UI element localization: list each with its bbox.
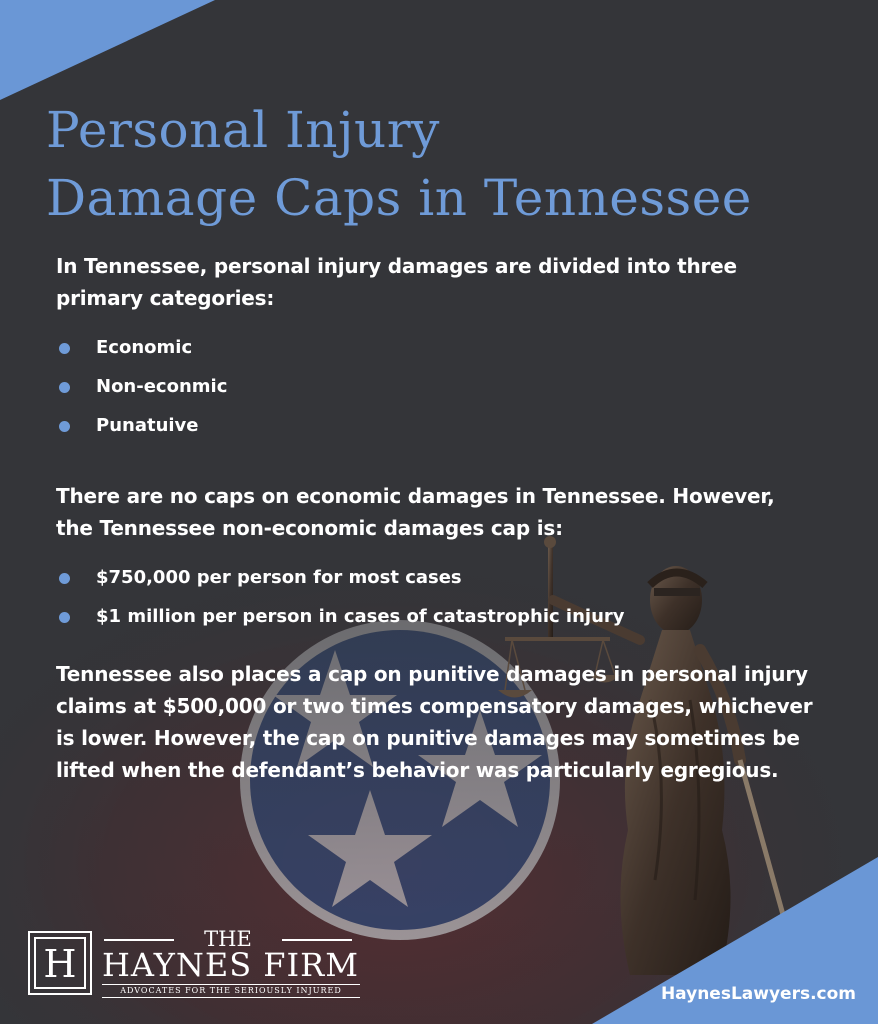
title-line-2: Damage Caps in Tennessee — [46, 169, 752, 227]
caps-list — [56, 558, 816, 636]
logo-firm-name: HAYNES FIRM — [102, 946, 359, 984]
bullet-icon — [59, 421, 70, 432]
page-title — [46, 96, 752, 232]
list-item — [56, 406, 816, 445]
website-link[interactable]: HaynesLawyers.com — [660, 984, 856, 1004]
list-item — [56, 367, 816, 406]
categories-list — [56, 328, 816, 445]
main-content — [56, 250, 816, 786]
logo-the: THE — [204, 927, 252, 951]
caps-paragraph: There are no caps on economic damages in Tennessee. However, the Tennessee non-economic damages cap is: — [56, 484, 775, 540]
intro-paragraph: In Tennessee, personal injury damages are divided into three primary categories: — [56, 254, 737, 310]
category-label: Non-econmic — [96, 376, 228, 397]
list-item — [56, 558, 816, 597]
logo-tagline: ADVOCATES FOR THE SERIOUSLY INJURED — [102, 984, 360, 998]
category-label: Punatuive — [96, 415, 199, 436]
logo-monogram: H — [34, 937, 86, 989]
category-label: Economic — [96, 337, 193, 358]
cap-label: $1 million per person in cases of catastrophic injury — [96, 606, 625, 627]
logo-monogram-frame — [28, 931, 92, 995]
haynes-firm-logo — [28, 928, 363, 1000]
title-line-1: Personal Injury — [46, 101, 440, 159]
bullet-icon — [59, 343, 70, 354]
logo-rule — [282, 939, 352, 941]
bullet-icon — [59, 382, 70, 393]
list-item — [56, 328, 816, 367]
cap-label: $750,000 per person for most cases — [96, 567, 462, 588]
bullet-icon — [59, 612, 70, 623]
list-item — [56, 597, 816, 636]
punitive-paragraph: Tennessee also places a cap on punitive damages in personal injury claims at $500,000 or two times compensatory damages, whichever is lower. However, the cap on punitive damages may sometimes be lifted when the defendant’s behavior was particularly egregious. — [56, 662, 813, 782]
bullet-icon — [59, 573, 70, 584]
